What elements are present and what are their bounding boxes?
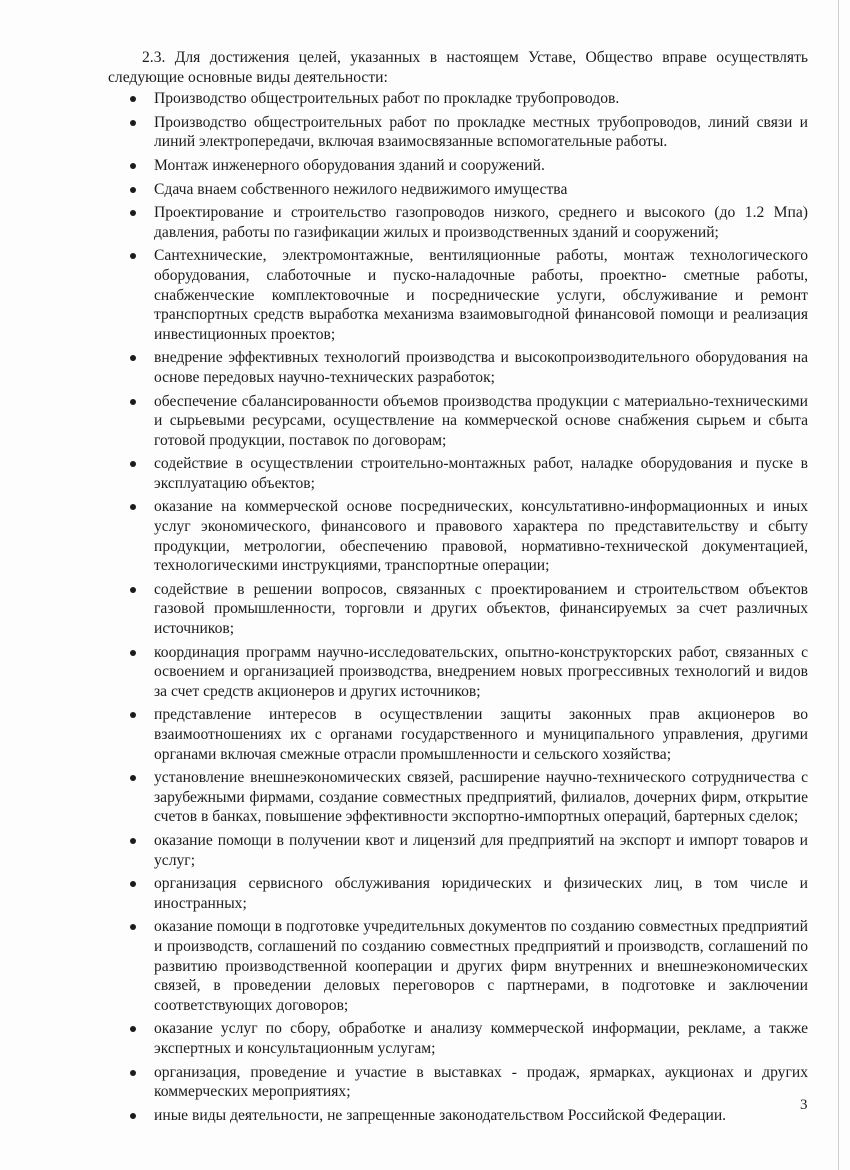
- list-item-text: Проектирование и строительство газопроводов низкого, среднего и высокого (до 1.2 Мпа) давления, работы по газификации жилых и производственных зданий и сооружений;: [154, 204, 808, 241]
- bullet-icon: [130, 924, 136, 930]
- list-item: [108, 113, 808, 152]
- list-item-text: содействие в осуществлении строительно-монтажных работ, наладке оборудования и пуске в эксплуатацию объектов;: [154, 455, 808, 492]
- list-item: [108, 874, 808, 913]
- bullet-icon: [130, 210, 136, 216]
- list-item: [108, 1063, 808, 1102]
- list-item: [108, 917, 808, 1015]
- list-item: [108, 203, 808, 242]
- section-intro: 2.3. Для достижения целей, указанных в настоящем Уставе, Общество вправе осуществлять следующие основные виды деятельности:: [108, 49, 808, 86]
- list-item: [108, 1106, 808, 1126]
- list-item: [108, 156, 808, 176]
- list-item: [108, 831, 808, 870]
- list-item: [108, 454, 808, 493]
- list-item-text: координация программ научно-исследовательских, опытно-конструкторских работ, связанных с освоением и организацией производства, внедрением новых прогрессивных технологий и видов за счет средств акционеров и других источников;: [154, 643, 808, 700]
- bullet-icon: [130, 504, 136, 510]
- page-number: 3: [800, 1097, 808, 1113]
- list-item-text: организация сервисного обслуживания юридических и физических лиц, в том числе и иностранных;: [154, 875, 808, 912]
- list-item-text: оказание на коммерческой основе посреднических, консультативно-информационных и иных услуг экономического, финансового и правового характера по представительству и сбыту продукции, метрологии, обеспечению правовой, нормативно-технической документацией, технологическими инструкциями, транспортные операции;: [154, 498, 808, 575]
- list-item-text: установление внешнеэкономических связей, расширение научно-технического сотрудничества с зарубежными фирмами, создание совместных предприятий, филиалов, дочерних фирм, открытие счетов в банках, повышение эффективности экспортно-импортных операций, бартерных сделок;: [154, 769, 808, 826]
- list-item: [108, 89, 808, 109]
- bullet-icon: [130, 587, 136, 593]
- bullet-icon: [130, 1113, 136, 1119]
- list-item: [108, 180, 808, 200]
- bullet-icon: [130, 1070, 136, 1076]
- list-item: [108, 643, 808, 702]
- bullet-icon: [130, 712, 136, 718]
- bullet-icon: [130, 187, 136, 193]
- bullet-icon: [130, 163, 136, 169]
- list-item-text: обеспечение сбалансированности объемов производства продукции с материально-техническими и сырьевыми ресурсами, осуществление на коммерческой основе снабжения сырьем и сбыта готовой продукции, поставок по договорам;: [154, 392, 808, 449]
- bullet-icon: [130, 355, 136, 361]
- list-item-text: Сдача внаем собственного нежилого недвижимого имущества: [154, 180, 568, 198]
- list-item-text: Производство общестроительных работ по прокладке местных трубопроводов, линий связи и линий электропередачи, включая взаимосвязанные вспомогательные работы.: [154, 113, 808, 151]
- bullet-icon: [130, 461, 136, 467]
- list-item-text: содействие в решении вопросов, связанных с проектированием и строительством объектов газовой промышленности, торговли и других объектов, финансируемых за счет различных источников;: [154, 580, 808, 638]
- list-item-text: Монтаж инженерного оборудования зданий и сооружений.: [154, 156, 545, 174]
- list-item: [108, 348, 808, 387]
- bullet-icon: [130, 1026, 136, 1032]
- bullet-icon: [130, 881, 136, 887]
- list-item-text: внедрение эффективных технологий производства и высокопроизводительного оборудования на основе передовых научно-технических разработок;: [154, 349, 808, 386]
- list-item: [108, 497, 808, 575]
- list-item-text: оказание помощи в получении квот и лицензий для предприятий на экспорт и импорт товаров и услуг;: [154, 831, 808, 869]
- document-body: [108, 48, 808, 1129]
- list-item-text: иные виды деятельности, не запрещенные законодательством Российской Федерации.: [154, 1106, 727, 1124]
- activities-list: [108, 89, 808, 1125]
- list-item-text: Сантехнические, электромонтажные, вентиляционные работы, монтаж технологического оборудования, слаботочные и пуско-наладочные работы, проектно- сметные работы, снабженческие комплектовочные и посреднические услуги, обслуживание и ремонт транспортных средств выработка механизма взаимовыгодной финансовой помощи и реализация инвестиционных проектов;: [154, 247, 808, 343]
- list-item: [108, 705, 808, 764]
- list-item: [108, 392, 808, 451]
- list-item-text: представление интересов в осуществлении защиты законных прав акционеров во взаимоотношениях их с органами государственного и муниципального управления, другими органами включая смежные отрасли промышленности и сельского хозяйства;: [154, 706, 808, 763]
- list-item-text: оказание помощи в подготовке учредительных документов по созданию совместных предприятий и производств, соглашений по созданию совместных предприятий и производств, соглашений по развитию производственной кооперации и других фирм внутренних и внешнеэкономических связей, в проведении деловых переговоров с партнерами, в подготовке и заключении соответствующих договоров;: [154, 918, 808, 1014]
- list-item: [108, 580, 808, 639]
- page-edge-line: [838, 0, 839, 1170]
- bullet-icon: [130, 838, 136, 844]
- bullet-icon: [130, 775, 136, 781]
- bullet-icon: [130, 253, 136, 259]
- list-item: [108, 768, 808, 827]
- list-item: [108, 1019, 808, 1058]
- list-item: [108, 246, 808, 344]
- bullet-icon: [130, 650, 136, 656]
- list-item-text: организация, проведение и участие в выставках - продаж, ярмарках, аукционах и других коммерческих мероприятиях;: [154, 1063, 808, 1101]
- bullet-icon: [130, 96, 136, 102]
- bullet-icon: [130, 399, 136, 405]
- bullet-icon: [130, 120, 136, 126]
- list-item-text: оказание услуг по сбору, обработке и анализу коммерческой информации, рекламе, а также экспертных и консультационным услугам;: [154, 1020, 808, 1057]
- list-item-text: Производство общестроительных работ по прокладке трубопроводов.: [154, 90, 620, 108]
